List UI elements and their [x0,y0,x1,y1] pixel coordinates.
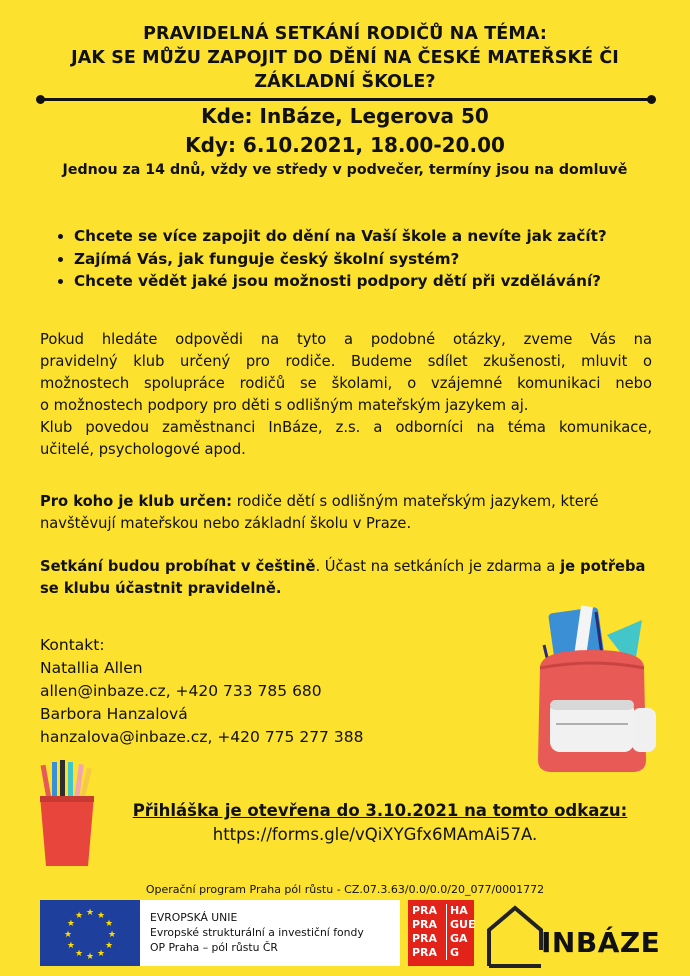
audience-label: Pro koho je klub určen: [40,493,233,510]
eu-star: ★ [63,930,73,940]
event-location: Kde: InBáze, Legerova 50 [201,104,489,128]
contact-line-1[interactable]: allen@inbaze.cz, +420 733 785 680 [40,682,322,700]
praha-text: PRA [412,918,438,931]
divider-rule [40,98,652,101]
question-item: • Chcete se více zapojit do dění na Vaší škole a nevíte jak začít? [74,225,690,248]
house-logo-icon [485,900,545,970]
question-item: • Zajímá Vás, jak funguje český školní systém? [74,248,690,271]
eu-line-3: OP Praha – pól růstu ČR [150,941,278,954]
backpack-icon [522,600,662,775]
registration-title: Přihláška je otevřena do 3.10.2021 na tomto odkazu: [132,801,628,820]
praha-text: PRA [412,946,438,959]
eu-star: ★ [66,941,75,951]
eu-star: ★ [105,941,114,951]
question-item: • Chcete vědět jaké jsou možnosti podpory dětí při vzdělávání? [74,270,690,293]
contact-name-2: Barbora Hanzalová [40,705,188,723]
language-text: . Účast na setkáních je zdarma a [315,558,561,575]
contact-block [40,634,363,749]
eu-star: ★ [107,930,117,940]
language-bold-2: je potřeba se klubu účastnit pravidelně. [40,558,646,597]
eu-star: ★ [105,919,114,929]
eu-star: ★ [74,910,84,921]
eu-line-1: EVROPSKÁ UNIE [150,911,238,924]
eu-star: ★ [85,952,95,962]
contact-name-1: Natallia Allen [40,659,143,677]
eu-flag-icon [40,900,140,966]
title-line-1: PRAVIDELNÁ SETKÁNÍ RODIČŮ NA TÉMA: [143,24,547,44]
title-line-2: JAK SE MŮŽU ZAPOJIT DO DĚNÍ NA ČESKÉ MATEŘSKÉ ČI [71,48,619,68]
eu-star: ★ [96,949,106,960]
praha-text: GA [450,932,468,945]
poster-title [40,22,650,94]
intro-paragraph [40,329,652,461]
eu-text [150,910,364,955]
event-date: Kdy: 6.10.2021, 18.00-20.00 [185,133,505,157]
praha-text: HA [450,904,468,917]
contact-line-2[interactable]: hanzalova@inbaze.cz, +420 775 277 388 [40,728,364,746]
intro-line: o možnostech podpory pro děti s odlišným mateřským jazykem aj. [40,397,529,414]
eu-star: ★ [66,919,75,929]
question-list [58,225,690,293]
praha-text: PRA [412,932,438,945]
language-bold-1: Setkání budou probíhat v češtině [40,558,316,575]
eu-star: ★ [74,949,84,960]
event-frequency: Jednou za 14 dnů, vždy ve středy v podvečer, termíny jsou na domluvě [62,162,628,178]
praha-col-1 [412,904,437,960]
title-line-3: ZÁKLADNÍ ŠKOLE? [254,72,436,92]
praha-text: G [450,946,460,959]
program-line: Operační program Praha pól růstu - CZ.07.3.63/0.0/0.0/20_077/0001772 [145,883,545,896]
contact-label: Kontakt: [40,636,105,654]
eu-line-2: Evropské strukturální a investiční fondy [150,926,364,939]
intro-line: učitelé, psychologové apod. [40,441,246,458]
inbaze-wordmark: INBÁZE [541,926,661,959]
eu-logo [40,900,400,966]
eu-star: ★ [85,908,95,918]
registration-link[interactable]: https://forms.gle/vQiXYGfx6MAmAi57A. [212,825,538,844]
praha-text: GUE [450,918,476,931]
inbaze-logo [485,900,661,970]
intro-line: Pokud hledáte odpovědi na tyto a podobné otázky, zveme Vás na [40,331,652,348]
eu-star: ★ [96,910,106,921]
intro-line: možnostech spolupráce rodičů se školami, o vzájemné komunikaci nebo [40,375,652,392]
intro-line: pravidelný klub určený pro rodiče. Budeme sdílet zkušenosti, mluvit o [40,353,652,370]
language-paragraph [40,556,652,600]
praha-text: PRA [412,904,438,917]
praha-logo [408,900,474,966]
audience-text: rodiče dětí s odlišným mateřským jazykem, které navštěvují mateřskou nebo základní školu v Praze. [40,493,599,532]
footer-logos [40,900,661,976]
intro-line: Klub povedou zaměstnanci InBáze, z.s. a odborníci na téma komunikace, [40,419,652,436]
audience-paragraph [40,491,652,535]
praha-col-2 [446,904,475,960]
